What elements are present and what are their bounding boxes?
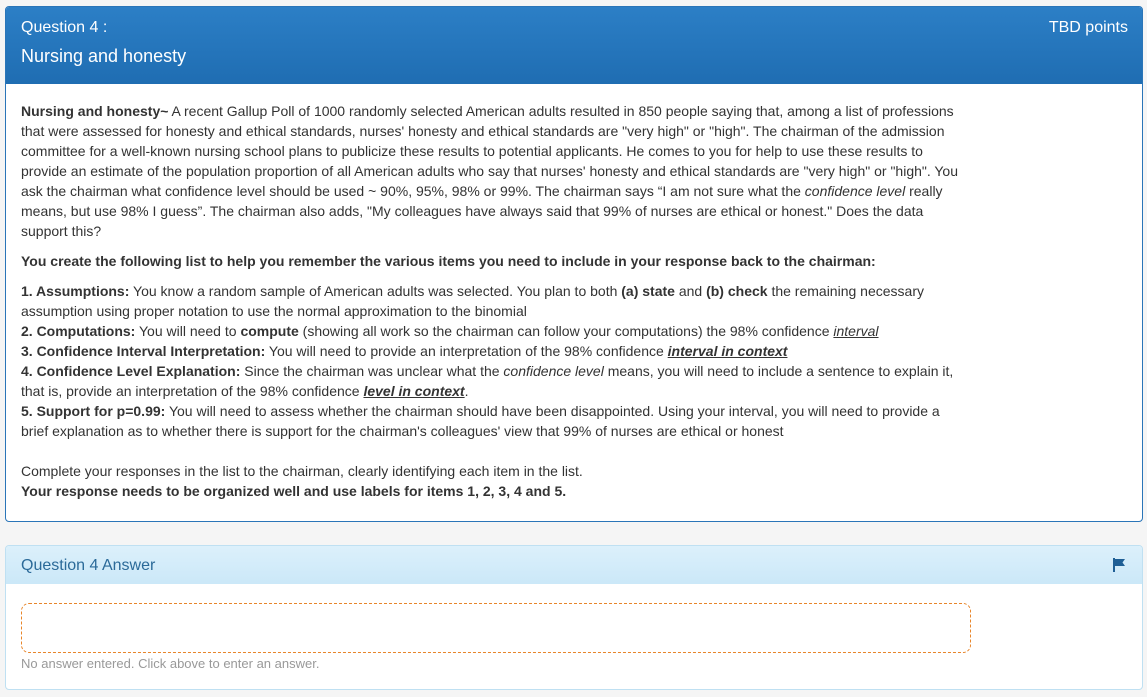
answer-status-note: No answer entered. Click above to enter an answer. <box>21 656 320 671</box>
question-panel <box>5 6 1143 522</box>
interval-in-context-emphasis: interval in context <box>667 343 788 359</box>
level-in-context-emphasis: level in context <box>363 383 465 399</box>
question-intro <box>21 101 966 241</box>
list-item-5: 5. Support for p=0.99: You will need to assess whether the chairman should have been disappointed. Using your interval, you will need to provide a brief explanation as to whether there is support for the chairman's colleagues' view that 99% of nurses are ethical or honest <box>21 403 940 439</box>
answer-panel <box>5 545 1143 690</box>
question-body <box>6 84 1142 501</box>
list-item-2: 2. Computations: You will need to compute (showing all work so the chairman can follow your computations) the 98% confidence interval <box>21 323 879 339</box>
question-title: Nursing and honesty <box>21 46 187 66</box>
intro-text-1: A recent Gallup Poll of 1000 randomly selected American adults resulted in 850 people saying that, among a list of professions that were assessed for honesty and ethical standards, nurses' honesty and ethical standards are "very high" or "high". The chairman of the admission committee for a well-known nursing school plans to publicize these results to potential applicants. He comes to you for help to use these results to provide an estimate of the population proportion of all American adults who say that nurses' honesty and ethical standards are "very high" or "high". You ask the chairman what confidence level should be used ~ 90%, 95%, 98% or 99%. The chairman says “I am not sure what the <box>21 103 959 199</box>
closing-text: Complete your responses in the list to the chairman, clearly identifying each item in the list. <box>21 463 583 479</box>
list-intro: You create the following list to help you remember the various items you need to include in your response back to the chairman: <box>21 253 876 269</box>
question-header <box>6 7 1142 84</box>
answer-input-area[interactable] <box>21 603 971 653</box>
list-item-4: 4. Confidence Level Explanation: Since the chairman was unclear what the confidence level means, you will need to include a sentence to explain it, that is, provide an interpretation of the 98% confidence level in context. <box>21 363 954 399</box>
answer-title: Question 4 Answer <box>21 557 156 574</box>
list-item-1: 1. Assumptions: You know a random sample of American adults was selected. You plan to both (a) state and (b) check the remaining necessary assumption using proper notation to use the normal approximation to the binomial <box>21 283 924 319</box>
interval-emphasis: interval <box>833 323 879 339</box>
list-item-3: 3. Confidence Interval Interpretation: You will need to provide an interpretation of the 98% confidence interval in context <box>21 343 788 359</box>
flag-icon[interactable] <box>1111 557 1127 573</box>
answer-header <box>6 546 1142 584</box>
closing-bold-text: Your response needs to be organized well and use labels for items 1, 2, 3, 4 and 5. <box>21 483 567 499</box>
intro-emphasis: confidence level <box>804 183 906 199</box>
intro-text-2: really means, but use 98% I guess”. The chairman also adds, "My colleagues have always said that 99% of nurses are ethical or honest." Does the data support this? <box>21 183 943 239</box>
intro-lead: Nursing and honesty~ <box>21 103 169 119</box>
points-label: TBD points <box>1048 19 1128 36</box>
question-number: Question 4 : <box>21 19 108 36</box>
